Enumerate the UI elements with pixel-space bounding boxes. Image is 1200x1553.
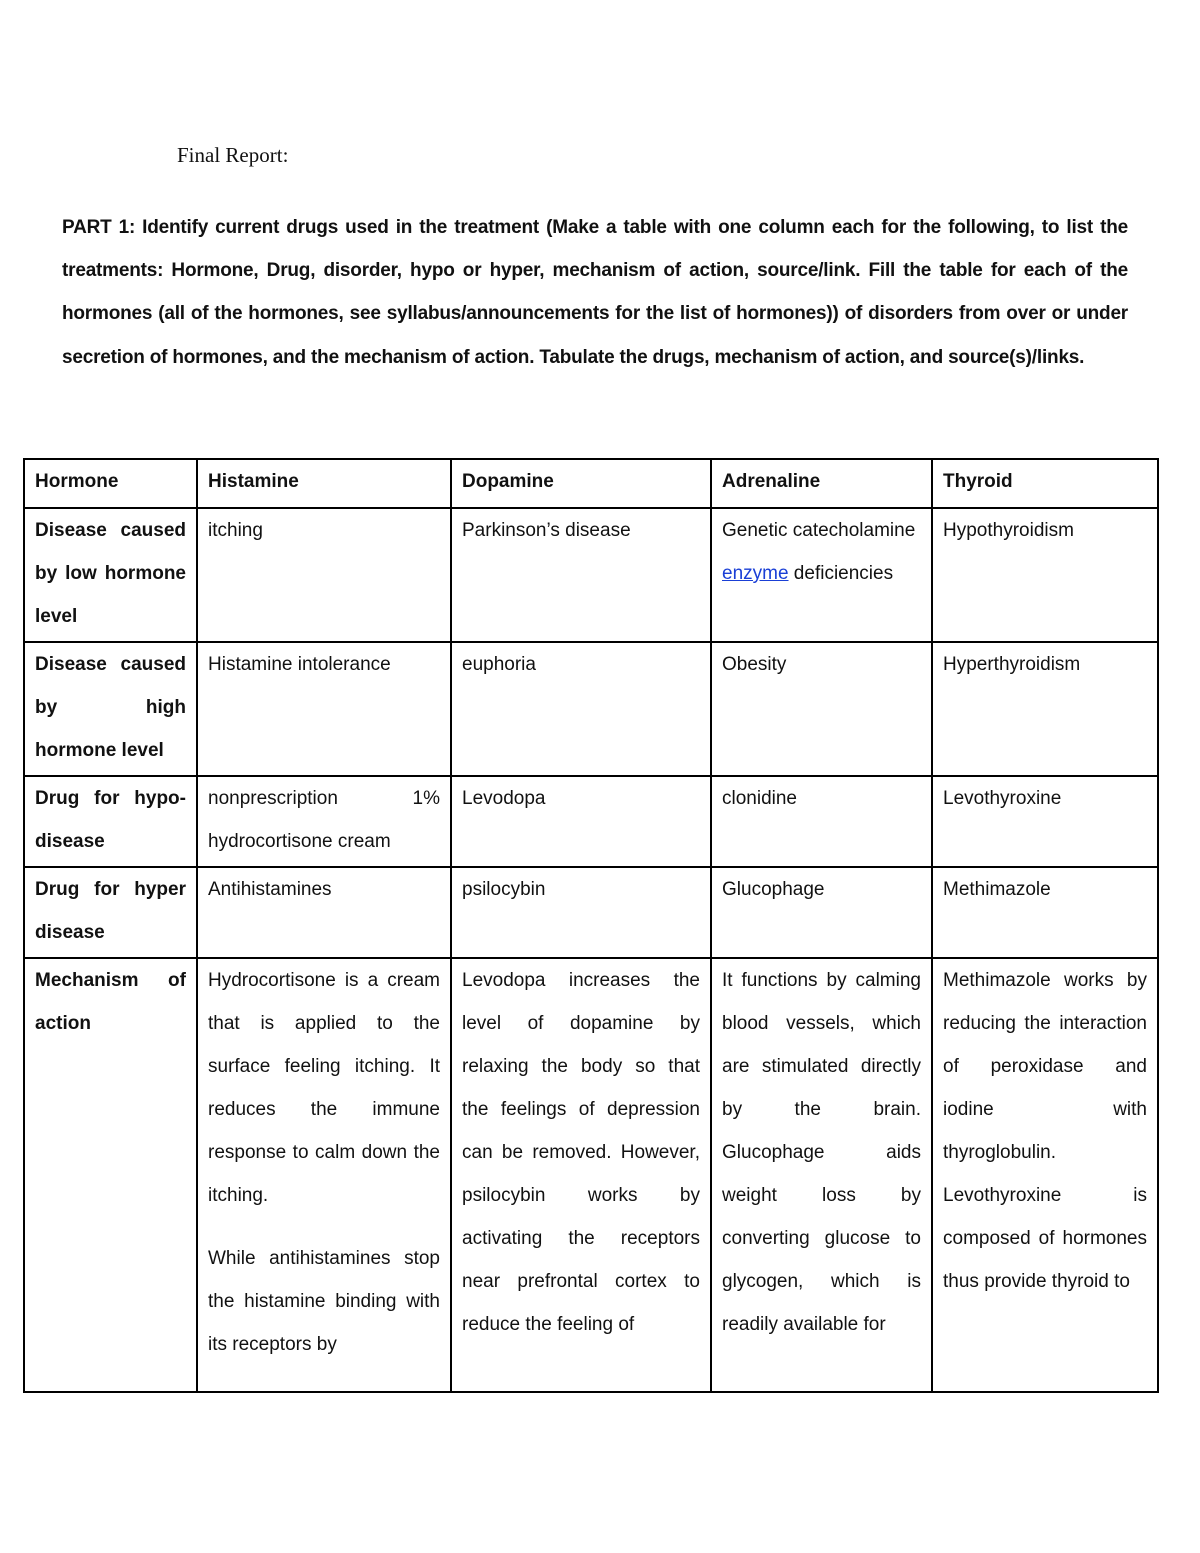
cell-hypo-thyroid: Levothyroxine [932,776,1158,867]
row-label-low: Disease caused by low hormone level [24,508,197,642]
row-label-high: Disease caused by high hormone level [24,642,197,776]
cell-low-adrenaline [711,508,932,642]
cell-high-thyroid: Hyperthyroidism [932,642,1158,776]
table-row-mechanism [24,958,1158,1392]
mech-histamine-para-2: While antihistamines stop the histamine binding with its receptors by [208,1248,440,1355]
table-row-high-hormone [24,642,1158,776]
cell-mech-histamine [197,958,451,1392]
cell-mech-adrenaline: It functions by calming blood vessels, which are stimulated directly by the brain. Glucophage aids weight loss by converting glucose to glycogen, which is readily available for [711,958,932,1392]
hormone-treatment-table [23,458,1159,1393]
table-row-hyper-drug [24,867,1158,958]
header-hormone: Hormone [24,459,197,508]
table-header-row [24,459,1158,508]
cell-hypo-dopamine: Levodopa [451,776,711,867]
cell-hyper-dopamine: psilocybin [451,867,711,958]
table-row-low-hormone [24,508,1158,642]
cell-low-histamine: itching [197,508,451,642]
row-label-hypo-drug: Drug for hypo-disease [24,776,197,867]
cell-high-adrenaline: Obesity [711,642,932,776]
header-thyroid: Thyroid [932,459,1158,508]
report-title: Final Report: [177,143,289,167]
cell-high-dopamine: euphoria [451,642,711,776]
table-row-hypo-drug [24,776,1158,867]
cell-low-dopamine: Parkinson’s disease [451,508,711,642]
cell-low-adrenaline-text: Genetic catecholamine [722,520,916,541]
header-adrenaline: Adrenaline [711,459,932,508]
part1-instructions: PART 1: Identify current drugs used in the treatment (Make a table with one column each for the following, to list the treatments: Hormone, Drug, disorder, hypo or hyper, mechanism of action, source/link. Fill the table for each of the hormones (all of the hormones, see syllabus/announcements for the list of hormones)) of disorders from over or under secretion of hormones, and the mechanism of action. Tabulate the drugs, mechanism of action, and source(s)/links. [62,217,1128,368]
cell-hyper-adrenaline: Glucophage [711,867,932,958]
row-label-mechanism: Mechanism of action [24,958,197,1392]
cell-high-histamine: Histamine intolerance [197,642,451,776]
cell-hyper-histamine: Antihistamines [197,867,451,958]
cell-low-adrenaline-suffix: deficiencies [788,563,894,584]
cell-hyper-thyroid: Methimazole [932,867,1158,958]
cell-low-thyroid: Hypothyroidism [932,508,1158,642]
row-label-hyper-drug: Drug for hyper disease [24,867,197,958]
header-histamine: Histamine [197,459,451,508]
enzyme-link[interactable]: enzyme [722,563,789,584]
cell-hypo-histamine: nonprescription 1% hydrocortisone cream [197,776,451,867]
cell-mech-thyroid: Methimazole works by reducing the interaction of peroxidase and iodine with thyroglobulin. Levothyroxine is composed of hormones thus provide thyroid to [932,958,1158,1392]
cell-hypo-adrenaline: clonidine [711,776,932,867]
cell-mech-dopamine: Levodopa increases the level of dopamine by relaxing the body so that the feelings of depression can be removed. However, psilocybin works by activating the receptors near prefrontal cortex to reduce the feeling of [451,958,711,1392]
mech-histamine-para-1: Hydrocortisone is a cream that is applied to the surface feeling itching. It reduces the immune response to calm down the itching. [208,970,440,1206]
header-dopamine: Dopamine [451,459,711,508]
